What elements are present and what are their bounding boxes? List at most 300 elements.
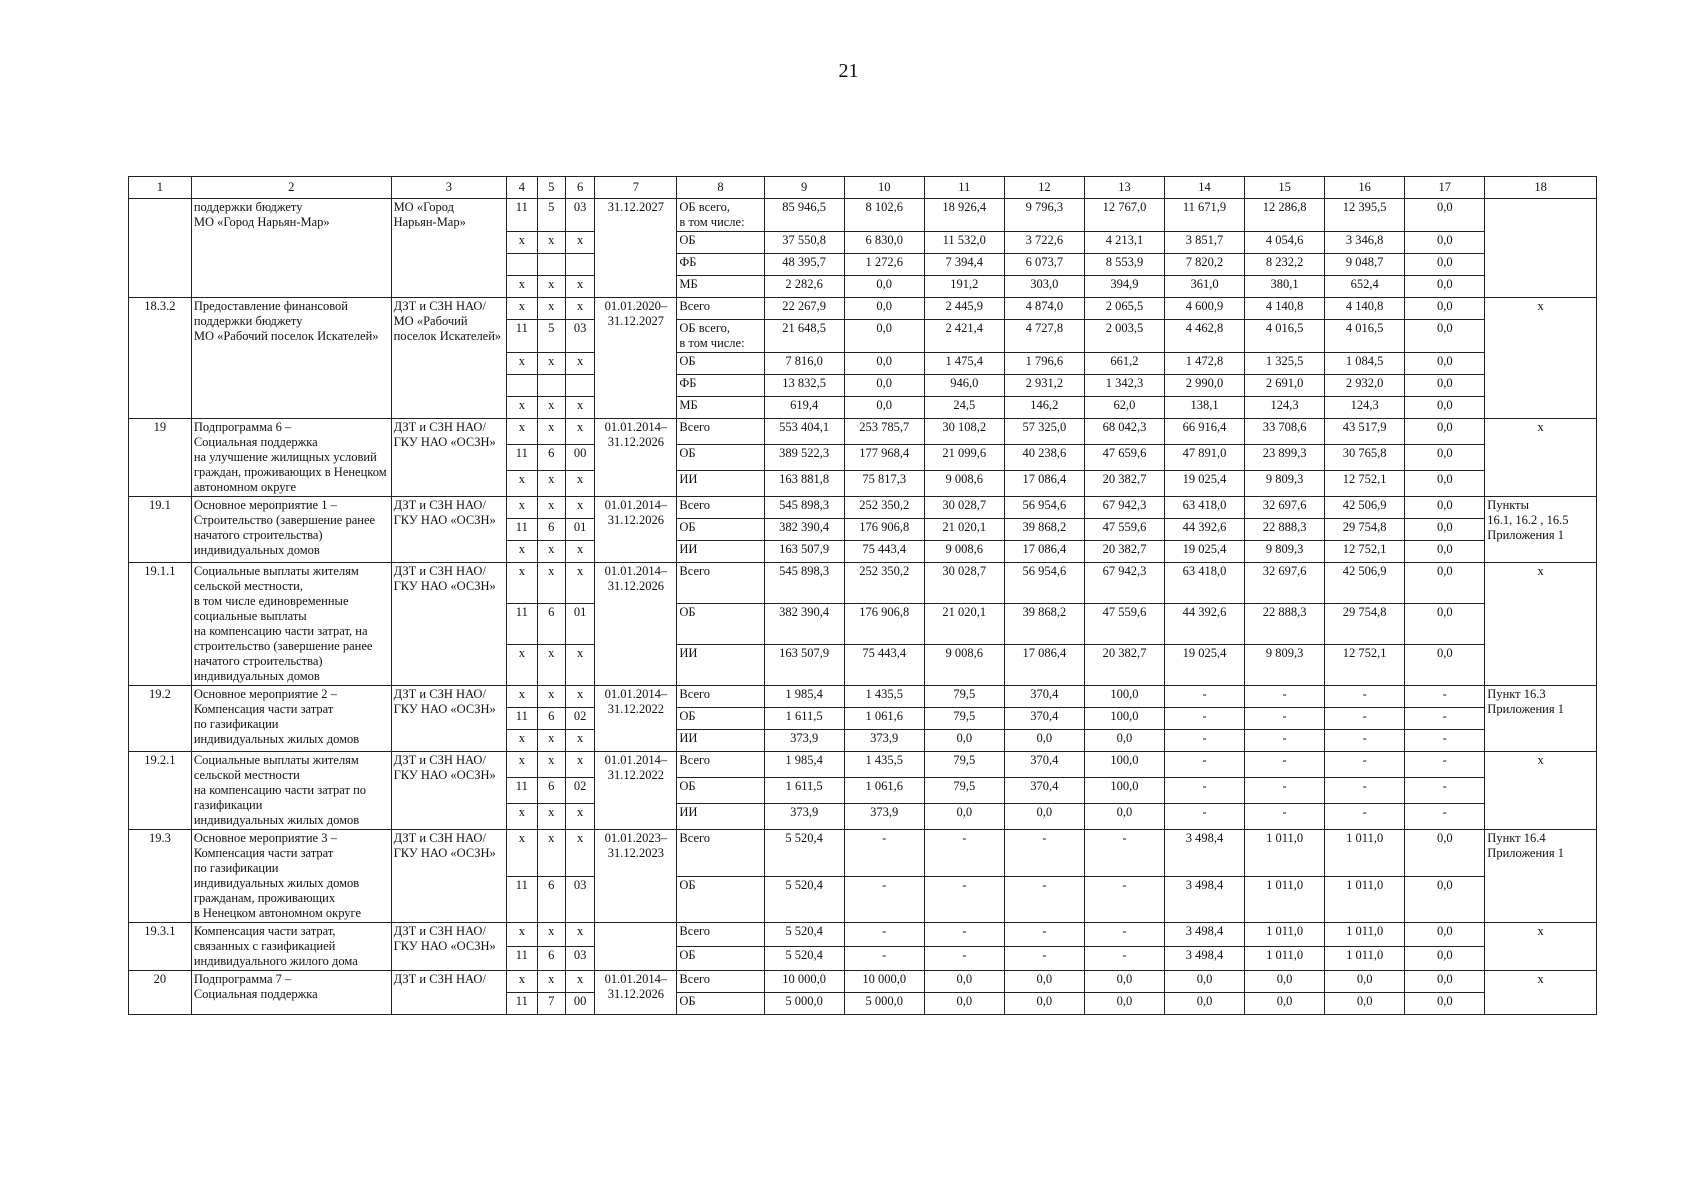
amount-cell: 100,0 [1084, 708, 1164, 730]
note-cell: Пункт 16.4 Приложения 1 [1485, 830, 1597, 923]
amount-cell: 0,0 [1405, 445, 1485, 471]
amount-cell: 2 932,0 [1325, 375, 1405, 397]
code-cell: 11 [507, 876, 537, 923]
amount-cell: 3 722,6 [1004, 232, 1084, 254]
amount-cell: 0,0 [924, 993, 1004, 1015]
code-cell [507, 254, 537, 276]
amount-cell: - [1164, 804, 1244, 830]
note-cell: Пункт 16.3 Приложения 1 [1485, 686, 1597, 752]
amount-cell: 394,9 [1084, 276, 1164, 298]
amount-cell: 47 659,6 [1084, 445, 1164, 471]
amount-cell: 0,0 [924, 730, 1004, 752]
code-cell: х [507, 298, 537, 320]
amount-cell: - [1004, 830, 1084, 877]
amount-cell: 19 025,4 [1164, 471, 1244, 497]
amount-cell: 32 697,6 [1245, 497, 1325, 519]
code-cell [507, 375, 537, 397]
code-cell: 11 [507, 778, 537, 804]
amount-cell: 8 553,9 [1084, 254, 1164, 276]
funding-source-cell: ОБ всего, в том числе: [677, 199, 764, 232]
amount-cell: 1 325,5 [1245, 353, 1325, 375]
amount-cell: 47 891,0 [1164, 445, 1244, 471]
code-cell: х [537, 730, 565, 752]
funding-source-cell: Всего [677, 752, 764, 778]
amount-cell: 37 550,8 [764, 232, 844, 254]
amount-cell: - [1245, 778, 1325, 804]
amount-cell: 5 000,0 [844, 993, 924, 1015]
code-cell: 6 [537, 947, 565, 971]
amount-cell: 146,2 [1004, 397, 1084, 419]
amount-cell: 2 065,5 [1084, 298, 1164, 320]
amount-cell: 5 000,0 [764, 993, 844, 1015]
amount-cell: 3 498,4 [1164, 923, 1244, 947]
note-cell: х [1485, 563, 1597, 686]
code-cell: 7 [537, 993, 565, 1015]
amount-cell: 370,4 [1004, 752, 1084, 778]
funding-source-cell: ОБ [677, 232, 764, 254]
amount-cell: 66 916,4 [1164, 419, 1244, 445]
funding-source-cell: ОБ [677, 876, 764, 923]
amount-cell: 0,0 [1405, 519, 1485, 541]
code-cell: х [507, 471, 537, 497]
column-number-header: 5 [537, 177, 565, 199]
amount-cell: 252 350,2 [844, 497, 924, 519]
amount-cell: - [1325, 708, 1405, 730]
amount-cell: 0,0 [844, 353, 924, 375]
table-row [129, 752, 1597, 778]
code-cell: х [537, 645, 565, 686]
table-body [129, 199, 1597, 1015]
amount-cell: - [1245, 752, 1325, 778]
amount-cell: 30 028,7 [924, 497, 1004, 519]
funding-source-cell: Всего [677, 971, 764, 993]
amount-cell: - [1084, 923, 1164, 947]
page-number: 21 [838, 60, 859, 82]
code-cell: х [507, 686, 537, 708]
code-cell: 00 [565, 445, 594, 471]
code-cell: х [537, 830, 565, 877]
amount-cell: 1 061,6 [844, 708, 924, 730]
amount-cell: 370,4 [1004, 778, 1084, 804]
funding-source-cell: ОБ [677, 604, 764, 645]
period-cell [595, 923, 677, 971]
amount-cell: 56 954,6 [1004, 497, 1084, 519]
table-row [129, 497, 1597, 519]
amount-cell: 373,9 [844, 730, 924, 752]
code-cell [537, 375, 565, 397]
code-cell: х [565, 752, 594, 778]
amount-cell: 79,5 [924, 778, 1004, 804]
item-name-cell: Социальные выплаты жителям сельской местности на компенсацию части затрат по газификации индивидуальных жилых домов [191, 752, 391, 830]
amount-cell: 0,0 [1405, 353, 1485, 375]
amount-cell: 42 506,9 [1325, 563, 1405, 604]
amount-cell: 1 011,0 [1245, 830, 1325, 877]
item-name-cell: Основное мероприятие 3 – Компенсация части затрат по газификации индивидуальных жилых домов гражданам, проживающих в Ненецком автономном округе [191, 830, 391, 923]
period-cell: 01.01.2014– 31.12.2026 [595, 419, 677, 497]
executor-cell: ДЗТ и СЗН НАО/ [391, 971, 507, 1015]
amount-cell: 1 985,4 [764, 686, 844, 708]
item-name-cell: Подпрограмма 7 – Социальная поддержка [191, 971, 391, 1015]
amount-cell: 3 346,8 [1325, 232, 1405, 254]
amount-cell: 1 796,6 [1004, 353, 1084, 375]
amount-cell: 0,0 [924, 804, 1004, 830]
amount-cell: 0,0 [1164, 971, 1244, 993]
amount-cell: 9 809,3 [1245, 541, 1325, 563]
funding-source-cell: МБ [677, 276, 764, 298]
amount-cell: 0,0 [1405, 320, 1485, 353]
code-cell: 01 [565, 519, 594, 541]
amount-cell: 163 881,8 [764, 471, 844, 497]
code-cell: х [507, 353, 537, 375]
executor-cell: ДЗТ и СЗН НАО/ ГКУ НАО «ОСЗН» [391, 497, 507, 563]
item-number-cell: 19.2.1 [129, 752, 192, 830]
amount-cell: 57 325,0 [1004, 419, 1084, 445]
table-row [129, 971, 1597, 993]
amount-cell: 0,0 [1245, 993, 1325, 1015]
amount-cell: 1 435,5 [844, 752, 924, 778]
amount-cell: 22 888,3 [1245, 519, 1325, 541]
code-cell: 03 [565, 320, 594, 353]
code-cell: х [507, 397, 537, 419]
amount-cell: - [924, 830, 1004, 877]
amount-cell: 2 282,6 [764, 276, 844, 298]
amount-cell: 9 809,3 [1245, 471, 1325, 497]
amount-cell: 0,0 [1084, 730, 1164, 752]
code-cell: 11 [507, 445, 537, 471]
funding-source-cell: Всего [677, 923, 764, 947]
item-name-cell: Социальные выплаты жителям сельской местности, в том числе единовременные социальные выплаты на компенсацию части затрат, на строительство (завершение ранее начатого строительства) индивидуальных домов [191, 563, 391, 686]
amount-cell: 0,0 [1325, 971, 1405, 993]
period-cell: 31.12.2027 [595, 199, 677, 298]
amount-cell: 43 517,9 [1325, 419, 1405, 445]
code-cell: 11 [507, 199, 537, 232]
item-number-cell [129, 199, 192, 298]
amount-cell: 32 697,6 [1245, 563, 1325, 604]
table-row [129, 830, 1597, 877]
amount-cell: 176 906,8 [844, 604, 924, 645]
item-name-cell: Основное мероприятие 2 – Компенсация части затрат по газификации индивидуальных жилых домов [191, 686, 391, 752]
code-cell: х [507, 752, 537, 778]
period-cell: 01.01.2020– 31.12.2027 [595, 298, 677, 419]
amount-cell: 619,4 [764, 397, 844, 419]
amount-cell: 0,0 [1164, 993, 1244, 1015]
code-cell: 6 [537, 445, 565, 471]
amount-cell: 0,0 [1405, 541, 1485, 563]
amount-cell: 553 404,1 [764, 419, 844, 445]
amount-cell: 7 394,4 [924, 254, 1004, 276]
amount-cell: 11 532,0 [924, 232, 1004, 254]
code-cell: х [537, 298, 565, 320]
code-cell: х [507, 497, 537, 519]
amount-cell: 47 559,6 [1084, 604, 1164, 645]
amount-cell: 1 061,6 [844, 778, 924, 804]
funding-source-cell: ИИ [677, 730, 764, 752]
code-cell: х [537, 971, 565, 993]
column-number-header: 17 [1405, 177, 1485, 199]
code-cell: х [565, 353, 594, 375]
code-cell [537, 254, 565, 276]
executor-cell: ДЗТ и СЗН НАО/ ГКУ НАО «ОСЗН» [391, 923, 507, 971]
amount-cell: 138,1 [1164, 397, 1244, 419]
amount-cell: 6 073,7 [1004, 254, 1084, 276]
column-number-header: 4 [507, 177, 537, 199]
amount-cell: 0,0 [1405, 397, 1485, 419]
amount-cell: 4 016,5 [1325, 320, 1405, 353]
amount-cell: 661,2 [1084, 353, 1164, 375]
column-number-header: 18 [1485, 177, 1597, 199]
code-cell: 11 [507, 947, 537, 971]
table-row [129, 199, 1597, 232]
code-cell: х [565, 471, 594, 497]
item-number-cell: 19 [129, 419, 192, 497]
amount-cell: - [1004, 947, 1084, 971]
code-cell: х [565, 419, 594, 445]
code-cell: х [537, 497, 565, 519]
amount-cell: 4 213,1 [1084, 232, 1164, 254]
amount-cell: 1 475,4 [924, 353, 1004, 375]
amount-cell: - [1325, 752, 1405, 778]
code-cell: х [507, 830, 537, 877]
amount-cell: 85 946,5 [764, 199, 844, 232]
amount-cell: 29 754,8 [1325, 519, 1405, 541]
amount-cell: 56 954,6 [1004, 563, 1084, 604]
funding-source-cell: ФБ [677, 375, 764, 397]
amount-cell: 4 054,6 [1245, 232, 1325, 254]
amount-cell: 361,0 [1164, 276, 1244, 298]
funding-source-cell: Всего [677, 497, 764, 519]
amount-cell: 124,3 [1325, 397, 1405, 419]
period-cell: 01.01.2023– 31.12.2023 [595, 830, 677, 923]
funding-source-cell: ОБ [677, 778, 764, 804]
amount-cell: 5 520,4 [764, 923, 844, 947]
code-cell: 11 [507, 519, 537, 541]
amount-cell: 0,0 [1004, 804, 1084, 830]
amount-cell: 8 102,6 [844, 199, 924, 232]
column-number-header: 15 [1245, 177, 1325, 199]
code-cell: 02 [565, 778, 594, 804]
amount-cell: - [1325, 730, 1405, 752]
amount-cell: 9 048,7 [1325, 254, 1405, 276]
code-cell: х [537, 276, 565, 298]
funding-source-cell: ИИ [677, 541, 764, 563]
amount-cell: - [844, 923, 924, 947]
amount-cell: - [1405, 778, 1485, 804]
amount-cell: 12 752,1 [1325, 645, 1405, 686]
amount-cell: 3 498,4 [1164, 947, 1244, 971]
amount-cell: 19 025,4 [1164, 645, 1244, 686]
amount-cell: 163 507,9 [764, 645, 844, 686]
code-cell: 00 [565, 993, 594, 1015]
amount-cell: 68 042,3 [1084, 419, 1164, 445]
period-cell: 01.01.2014– 31.12.2026 [595, 971, 677, 1015]
amount-cell: 19 025,4 [1164, 541, 1244, 563]
code-cell: х [507, 232, 537, 254]
amount-cell: 100,0 [1084, 686, 1164, 708]
amount-cell: 0,0 [1405, 276, 1485, 298]
amount-cell: 0,0 [1405, 993, 1485, 1015]
amount-cell: 124,3 [1245, 397, 1325, 419]
amount-cell: - [1405, 730, 1485, 752]
amount-cell: 21 020,1 [924, 519, 1004, 541]
amount-cell: 6 830,0 [844, 232, 924, 254]
code-cell: х [537, 397, 565, 419]
funding-source-cell: Всего [677, 686, 764, 708]
code-cell: 11 [507, 320, 537, 353]
amount-cell: - [1245, 708, 1325, 730]
item-name-cell: Компенсация части затрат, связанных с газификацией индивидуального жилого дома [191, 923, 391, 971]
code-cell: х [565, 804, 594, 830]
amount-cell: 1 272,6 [844, 254, 924, 276]
amount-cell: 0,0 [1405, 971, 1485, 993]
period-cell: 01.01.2014– 31.12.2022 [595, 752, 677, 830]
amount-cell: 12 767,0 [1084, 199, 1164, 232]
column-number-header: 16 [1325, 177, 1405, 199]
amount-cell: 30 108,2 [924, 419, 1004, 445]
executor-cell: ДЗТ и СЗН НАО/ ГКУ НАО «ОСЗН» [391, 419, 507, 497]
amount-cell: 75 817,3 [844, 471, 924, 497]
code-cell: х [507, 276, 537, 298]
amount-cell: 380,1 [1245, 276, 1325, 298]
amount-cell: 1 611,5 [764, 778, 844, 804]
code-cell [565, 254, 594, 276]
code-cell: х [537, 353, 565, 375]
amount-cell: - [1164, 752, 1244, 778]
code-cell: х [565, 923, 594, 947]
code-cell: 6 [537, 519, 565, 541]
funding-source-cell: ОБ [677, 445, 764, 471]
note-cell: х [1485, 298, 1597, 419]
code-cell: х [537, 752, 565, 778]
item-number-cell: 19.1 [129, 497, 192, 563]
amount-cell: 5 520,4 [764, 947, 844, 971]
amount-cell: 1 435,5 [844, 686, 924, 708]
amount-cell: 1 611,5 [764, 708, 844, 730]
amount-cell: - [1084, 876, 1164, 923]
amount-cell: - [844, 830, 924, 877]
amount-cell: 2 990,0 [1164, 375, 1244, 397]
amount-cell: - [1004, 923, 1084, 947]
amount-cell: 177 968,4 [844, 445, 924, 471]
amount-cell: 3 851,7 [1164, 232, 1244, 254]
period-cell: 01.01.2014– 31.12.2022 [595, 686, 677, 752]
amount-cell: 1 011,0 [1325, 876, 1405, 923]
amount-cell: 1 985,4 [764, 752, 844, 778]
amount-cell: - [1164, 708, 1244, 730]
executor-cell: ДЗТ и СЗН НАО/ ГКУ НАО «ОСЗН» [391, 830, 507, 923]
item-number-cell: 19.3.1 [129, 923, 192, 971]
period-cell: 01.01.2014– 31.12.2026 [595, 497, 677, 563]
code-cell: х [507, 804, 537, 830]
amount-cell: 2 691,0 [1245, 375, 1325, 397]
code-cell: 03 [565, 876, 594, 923]
amount-cell: 2 931,2 [1004, 375, 1084, 397]
column-number-header: 9 [764, 177, 844, 199]
amount-cell: 79,5 [924, 686, 1004, 708]
code-cell: 6 [537, 604, 565, 645]
amount-cell: 545 898,3 [764, 563, 844, 604]
funding-source-cell: ОБ всего, в том числе: [677, 320, 764, 353]
amount-cell: 39 868,2 [1004, 604, 1084, 645]
amount-cell: - [1164, 730, 1244, 752]
amount-cell: 4 140,8 [1325, 298, 1405, 320]
amount-cell: 1 011,0 [1245, 947, 1325, 971]
table-row [129, 563, 1597, 604]
amount-cell: 17 086,4 [1004, 541, 1084, 563]
amount-cell: 67 942,3 [1084, 497, 1164, 519]
amount-cell: 10 000,0 [844, 971, 924, 993]
code-cell: х [537, 232, 565, 254]
amount-cell: 30 765,8 [1325, 445, 1405, 471]
amount-cell: - [1405, 752, 1485, 778]
amount-cell: 0,0 [1084, 971, 1164, 993]
code-cell: х [537, 471, 565, 497]
amount-cell: 545 898,3 [764, 497, 844, 519]
column-number-header: 8 [677, 177, 764, 199]
table-row [129, 419, 1597, 445]
amount-cell: 100,0 [1084, 752, 1164, 778]
funding-source-cell: ИИ [677, 804, 764, 830]
amount-cell: 100,0 [1084, 778, 1164, 804]
amount-cell: 0,0 [1405, 876, 1485, 923]
executor-cell: МО «Город Нарьян-Мар» [391, 199, 507, 298]
code-cell [565, 375, 594, 397]
funding-source-cell: ОБ [677, 993, 764, 1015]
note-cell: х [1485, 971, 1597, 1015]
amount-cell: 1 011,0 [1245, 923, 1325, 947]
amount-cell: 0,0 [1084, 993, 1164, 1015]
amount-cell: 4 462,8 [1164, 320, 1244, 353]
period-cell: 01.01.2014– 31.12.2026 [595, 563, 677, 686]
amount-cell: - [1245, 804, 1325, 830]
funding-source-cell: Всего [677, 830, 764, 877]
code-cell: х [565, 232, 594, 254]
amount-cell: 10 000,0 [764, 971, 844, 993]
funding-source-cell: ОБ [677, 519, 764, 541]
amount-cell: - [1325, 804, 1405, 830]
amount-cell: - [1405, 708, 1485, 730]
code-cell: х [537, 923, 565, 947]
code-cell: х [507, 563, 537, 604]
amount-cell: 9 008,6 [924, 471, 1004, 497]
note-cell: х [1485, 419, 1597, 497]
amount-cell: 9 796,3 [1004, 199, 1084, 232]
code-cell: 6 [537, 876, 565, 923]
amount-cell: 2 445,9 [924, 298, 1004, 320]
amount-cell: - [1164, 778, 1244, 804]
code-cell: х [537, 541, 565, 563]
amount-cell: 3 498,4 [1164, 830, 1244, 877]
executor-cell: ДЗТ и СЗН НАО/ ГКУ НАО «ОСЗН» [391, 752, 507, 830]
column-number-row [129, 177, 1597, 199]
amount-cell: 1 011,0 [1325, 923, 1405, 947]
amount-cell: 4 016,5 [1245, 320, 1325, 353]
amount-cell: - [1405, 804, 1485, 830]
code-cell: х [565, 686, 594, 708]
code-cell: х [507, 971, 537, 993]
amount-cell: 389 522,3 [764, 445, 844, 471]
amount-cell: 9 008,6 [924, 645, 1004, 686]
amount-cell: 0,0 [844, 397, 924, 419]
amount-cell: 47 559,6 [1084, 519, 1164, 541]
amount-cell: 1 472,8 [1164, 353, 1244, 375]
amount-cell: 21 020,1 [924, 604, 1004, 645]
amount-cell: 62,0 [1084, 397, 1164, 419]
amount-cell: 1 084,5 [1325, 353, 1405, 375]
funding-source-cell: Всего [677, 563, 764, 604]
item-number-cell: 19.3 [129, 830, 192, 923]
amount-cell: - [1164, 686, 1244, 708]
item-number-cell: 20 [129, 971, 192, 1015]
